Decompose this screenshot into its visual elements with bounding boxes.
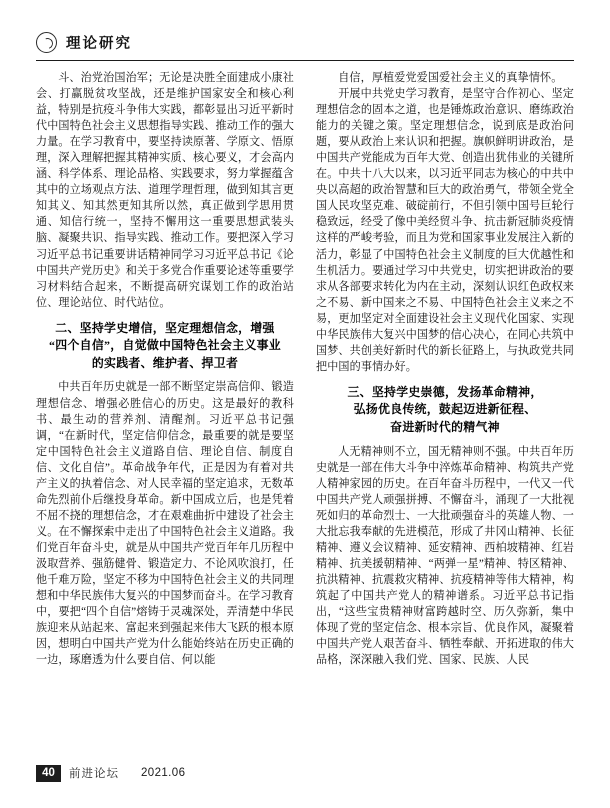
section-heading-line: 奋进新时代的精气神 bbox=[390, 420, 500, 435]
article-body bbox=[36, 70, 574, 746]
section-heading bbox=[316, 384, 574, 437]
section-heading-line: 二、坚持学史增信，坚定理想信念，增强 bbox=[55, 320, 275, 335]
page-header-title: 理论研究 bbox=[66, 35, 132, 52]
paragraph: 人无精神则不立，国无精神则不强。中共百年历史就是一部在伟大斗争中淬炼革命精神、构筑共产党人精神家园的历史。在百年奋斗历程中，一代又一代中国共产党人顽强拼搏、不懈奋斗，涌现了一大批视死如归的革命烈士、一大批顽强奋斗的英雄人物、一大批忘我奉献的先进模范，形成了井冈山精神、长征精神、遵义会议精神、延安精神、西柏坡精神、红岩精神、抗美援朝精神、“两弹一星”精神、特区精神、抗洪精神、抗震救灾精神、抗疫精神等伟大精神，构筑起了中国共产党人的精神谱系。习近平总书记指出，“这些宝贵精神财富跨越时空、历久弥新，集中体现了党的坚定信念、根本宗旨、优良作风，凝聚着中国共产党人艰苦奋斗、牺牲奉献、开拓进取的伟大品格，深深融入我们党、国家、民族、人民 bbox=[316, 445, 574, 667]
footer-issue: 2021.06 bbox=[141, 767, 186, 779]
paragraph: 中共百年历史就是一部不断坚定崇高信仰、锻造理想信念、增强必胜信心的历史。这是最好的教科书、最生动的营养剂、清醒剂。习近平总书记强调，“在新时代，坚定信仰信念，最重要的就是要坚定中国特色社会主义道路自信、理论自信、制度自信、文化自信”。革命战争年代，正是因为有着对共产主义的执着信念、对人民幸福的坚定追求，无数革命先烈前仆后继投身革命。新中国成立后，也是凭着不屈不挠的理想信念，才在艰难曲折中建设了社会主义。在不懈探索中走出了中国特色社会主义道路。我们党百年奋斗史，就是从中国共产党百年年几历程中汲取营养、强筋健骨、锻造定力、不论风吹浪打，任他千难万险，坚定不移为中国特色社会主义的共同理想和中华民族伟大复兴的中国梦而奋斗。在学习教育中，要把“四个自信”熔铸于灵魂深处，弄清楚中华民族迎来从站起来、富起来到强起来伟大飞跃的根本原因，想明白中国共产党为什么能始终站在历史正确的一边，琢磨透为什么要自信、何以能 bbox=[36, 381, 294, 667]
paragraph: 开展中共党史学习教育，是坚守合作初心、坚定理想信念的固本之道，也是锤炼政治意识、磨练政治能力的关键之策。坚定理想信念，说到底是政治问题，要从政治上来认识和把握。旗帜鲜明讲政治，是中国共产党能成为百年大党、创造出犹伟业的关键所在。中共十八大以来，以习近平同志为核心的中共中央以高超的政治智慧和巨大的政治勇气，带领全党全国人民攻坚克难、破碇前行，不但引领中国号巨轮行稳致远，经受了像中美经贸斗争、抗击新冠肺炎疫情这样的严峻考验，而且为党和国家事业发展注入新的活力，彰显了中国特色社会主义制度的巨大优越性和生机活力。要通过学习中共党史，切实把讲政治的要求从各部要求转化为内在主动，深刻认识红色政权来之不易、新中国来之不易、中国特色社会主义来之不易，更加坚定对全面建设社会主义现代化国家、实现中华民族伟大复兴中国梦的信心决心，在同心共筑中国梦、共创美好新时代的新长征路上，与执政党共同把中国的事情办好。 bbox=[316, 88, 574, 373]
page-header bbox=[36, 24, 574, 61]
section-heading-line: 的实践者、维护者、捍卫者 bbox=[91, 355, 239, 370]
section-heading-line: 弘扬优良传统，鼓起迈进新征程、 bbox=[353, 402, 537, 417]
footer-journal-name: 前进论坛 bbox=[69, 768, 119, 780]
section-heading bbox=[36, 320, 294, 373]
paragraph: 自信，厚植爱党爱国爱社会主义的真挚情怀。 bbox=[338, 72, 563, 84]
section-heading-line: 三、坚持学史崇德，发扬革命精神， bbox=[347, 384, 543, 399]
section-heading-line: “四个自信”，自觉做中国特色社会主义事业 bbox=[49, 338, 281, 353]
page-number: 40 bbox=[36, 765, 61, 782]
journal-emblem-icon bbox=[36, 32, 57, 53]
column-left bbox=[36, 70, 294, 746]
column-right bbox=[316, 70, 574, 746]
paragraph: 斗、治党治国治军；无论是决胜全面建成小康社会、打赢脱贫攻坚战，还是维护国家安全和核心利益，特别是抗疫斗争伟大实践，都彰显出习近平新时代中国特色社会主义思想指导实践、推动工作的强大力量。在学习教育中，要坚持读原著、学原文、悟原理，深入理解把握其精神实质、核心要义，才会高内涵、科学体系、理论品格、实践要求，努力掌握蕴含其中的立场观点方法、道理学理哲理，做到知其言更知其义、知其然更知其所以然，真正做到学思用贯通、知信行统一，坚持不懈用这一重要思想武装头脑、凝聚共识、指导实践、推动工作。要把深入学习习近平总书记重要讲话精神同学习习近平总书记《论中国共产党历史》和关于多党合作重要论述等重要学习材料结合起来，不断提高研究谋划工作的政治站位、理论站位、时代站位。 bbox=[36, 72, 294, 309]
page-footer bbox=[36, 762, 574, 784]
